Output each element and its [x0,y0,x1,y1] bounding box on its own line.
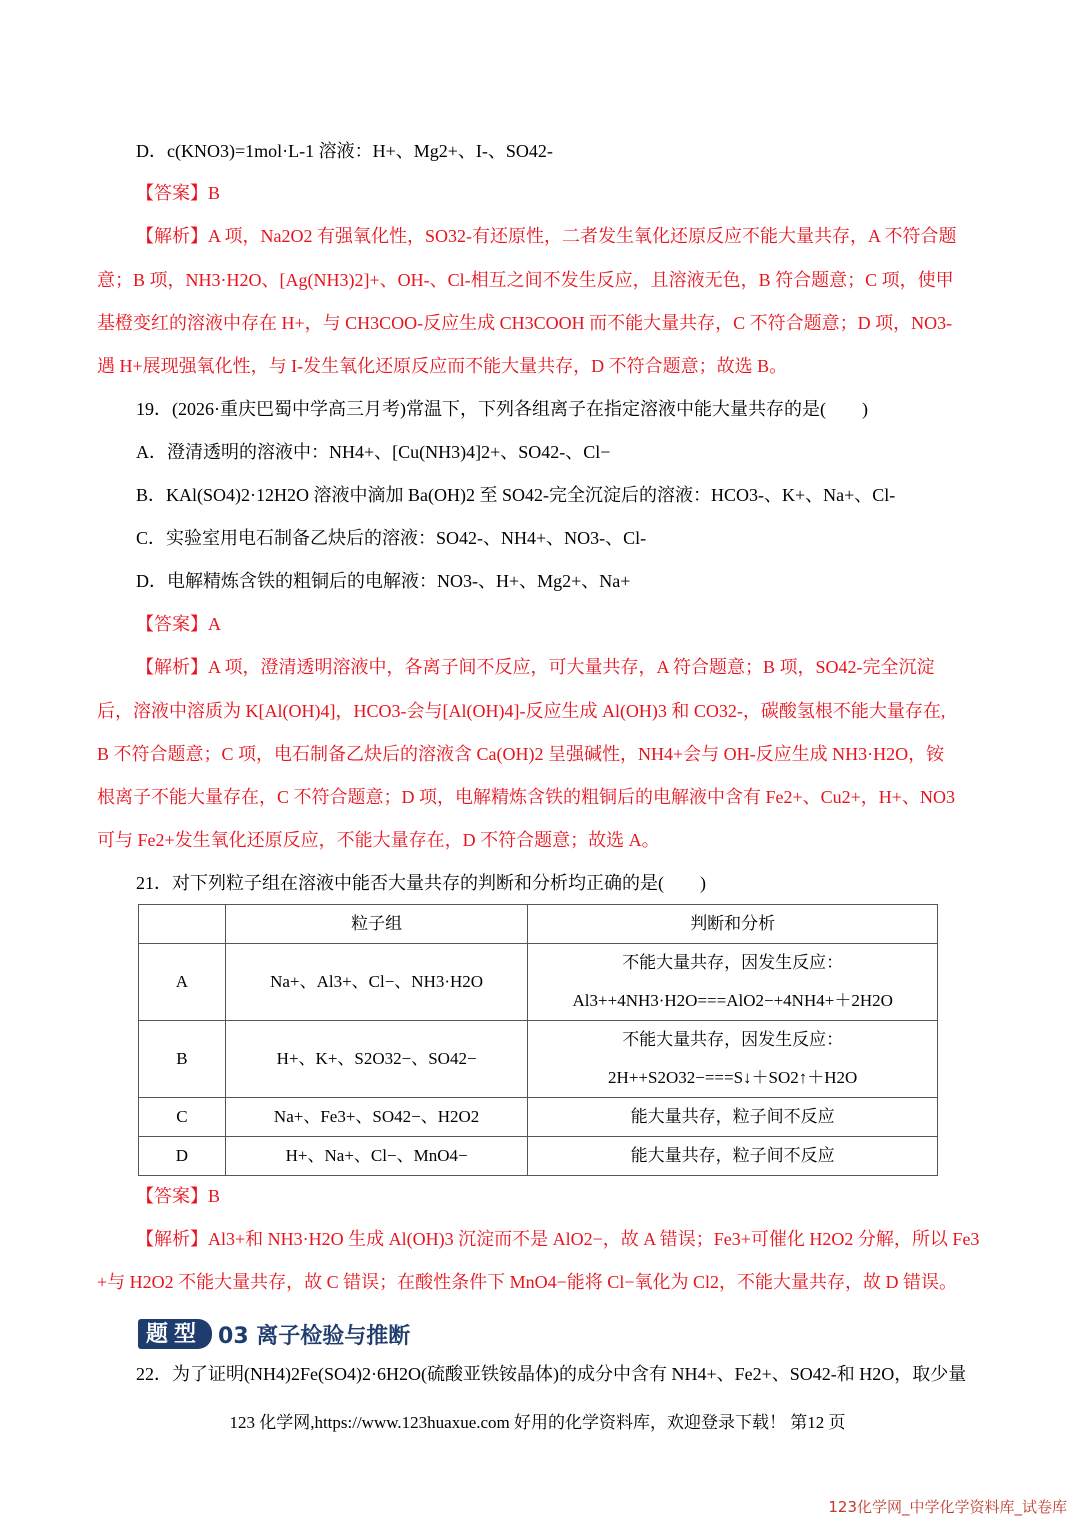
row-particles: Na+、Fe3+、SO42−、H2O2 [225,1098,528,1137]
q19-option-c: C．实验室用电石制备乙炔后的溶液：SO42-、NH4+、NO3-、Cl- [136,528,647,548]
table-header-cell: 粒子组 [225,905,528,944]
answer-label: 【答案】 [136,1186,208,1206]
q18-analysis-line-2: 意；B 项，NH3·H2O、[Ag(NH3)2]+、OH-、Cl-相互之间不发生反应，且溶液无色，B 符合题意；C 项，使甲 [97,270,954,290]
q19-stem: 19．(2026·重庆巴蜀中学高三月考)常温下，下列各组离子在指定溶液中能大量共存的是( ) [136,399,868,419]
q21-analysis-line-1: 【解析】Al3+和 NH3·H2O 生成 Al(OH)3 沉淀而不是 AlO2−，故 A 错误；Fe3+可催化 H2O2 分解，所以 Fe3 [136,1229,980,1249]
q22-stem: 22．为了证明(NH4)2Fe(SO4)2·6H2O(硫酸亚铁铵晶体)的成分中含有 NH4+、Fe2+、SO42-和 H2O，取少量 [136,1364,967,1384]
q19-analysis-line-2: 后，溶液中溶质为 K[Al(OH)4]，HCO3-会与[Al(OH)4]-反应生成 Al(OH)3 和 CO32-，碳酸氢根不能大量存在, [97,701,946,721]
section-badge: 题型 [138,1319,212,1349]
row-particles: H+、K+、S2O32−、SO42− [225,1021,528,1098]
row-analysis: 能大量共存，粒子间不反应 [528,1137,938,1176]
ion-table [138,904,938,1176]
q19-analysis-line-3: B 不符合题意；C 项，电石制备乙炔后的溶液含 Ca(OH)2 呈强碱性，NH4+会与 OH-反应生成 NH3·H2O，铵 [97,744,945,764]
answer-label: 【答案】 [136,183,208,203]
q19-answer: 【答案】A [136,614,221,634]
q18-analysis-line-1: 【解析】A 项，Na2O2 有强氧化性，SO32-有还原性，二者发生氧化还原反应不能大量共存，A 不符合题 [136,226,957,246]
analysis-label: 【解析】 [136,226,208,246]
row-label: D [139,1137,226,1176]
analysis-label: 【解析】 [136,657,208,677]
section-banner [138,1316,410,1352]
table-row [139,1021,938,1098]
q19-option-b: B．KAl(SO4)2·12H2O 溶液中滴加 Ba(OH)2 至 SO42-完全沉淀后的溶液：HCO3-、K+、Na+、Cl- [136,485,896,505]
row-analysis: 不能大量共存，因发生反应： Al3++4NH3·H2O===AlO2−+4NH4+＋2H2O [528,944,938,1021]
row-label: B [139,1021,226,1098]
q21-answer: 【答案】B [136,1186,221,1206]
q18-analysis-line-4: 遇 H+展现强氧化性，与 I-发生氧化还原反应而不能大量共存，D 不符合题意；故选 B。 [97,356,788,376]
q19-analysis-line-4: 根离子不能大量存在，C 不符合题意；D 项，电解精炼含铁的粗铜后的电解液中含有 Fe2+、Cu2+，H+、NO3 [97,787,955,807]
table-row [139,1098,938,1137]
row-analysis: 不能大量共存，因发生反应： 2H++S2O32−===S↓＋SO2↑＋H2O [528,1021,938,1098]
watermark: 123化学网_中学化学资料库_试卷库 [828,1498,1067,1516]
q18-answer: 【答案】B [136,183,221,203]
page-footer: 123 化学网,https://www.123huaxue.com 好用的化学资料库，欢迎登录下载！ 第12 页 [229,1413,846,1432]
q19-option-d: D．电解精炼含铁的粗铜后的电解液：NO3-、H+、Mg2+、Na+ [136,571,631,591]
q19-option-a: A．澄清透明的溶液中：NH4+、[Cu(NH3)4]2+、SO42-、Cl− [136,442,611,462]
row-analysis: 能大量共存，粒子间不反应 [528,1098,938,1137]
table-header-row [139,905,938,944]
q19-analysis-line-1: 【解析】A 项，澄清透明溶液中，各离子间不反应，可大量共存，A 符合题意；B 项，SO42-完全沉淀 [136,657,935,677]
q18-analysis-line-3: 基橙变红的溶液中存在 H+，与 CH3COO-反应生成 CH3COOH 而不能大量共存，C 不符合题意；D 项，NO3- [97,313,953,333]
row-particles: H+、Na+、Cl−、MnO4− [225,1137,528,1176]
row-particles: Na+、Al3+、Cl−、NH3·H2O [225,944,528,1021]
analysis-label: 【解析】 [136,1229,208,1249]
table-header-cell [139,905,226,944]
section-title: 03 离子检验与推断 [218,1323,411,1349]
table-header-cell: 判断和分析 [528,905,938,944]
table-row [139,1137,938,1176]
row-label: A [139,944,226,1021]
table-row [139,944,938,1021]
row-label: C [139,1098,226,1137]
q18-option-d: D．c(KNO3)=1mol·L-1 溶液：H+、Mg2+、I-、SO42- [136,141,553,161]
answer-label: 【答案】 [136,614,208,634]
q19-analysis-line-5: 可与 Fe2+发生氧化还原反应，不能大量存在，D 不符合题意；故选 A。 [97,830,660,850]
q21-analysis-line-2: +与 H2O2 不能大量共存，故 C 错误；在酸性条件下 MnO4−能将 Cl−氧化为 Cl2，不能大量共存，故 D 错误。 [97,1272,957,1292]
q21-stem: 21．对下列粒子组在溶液中能否大量共存的判断和分析均正确的是( ) [136,873,706,893]
